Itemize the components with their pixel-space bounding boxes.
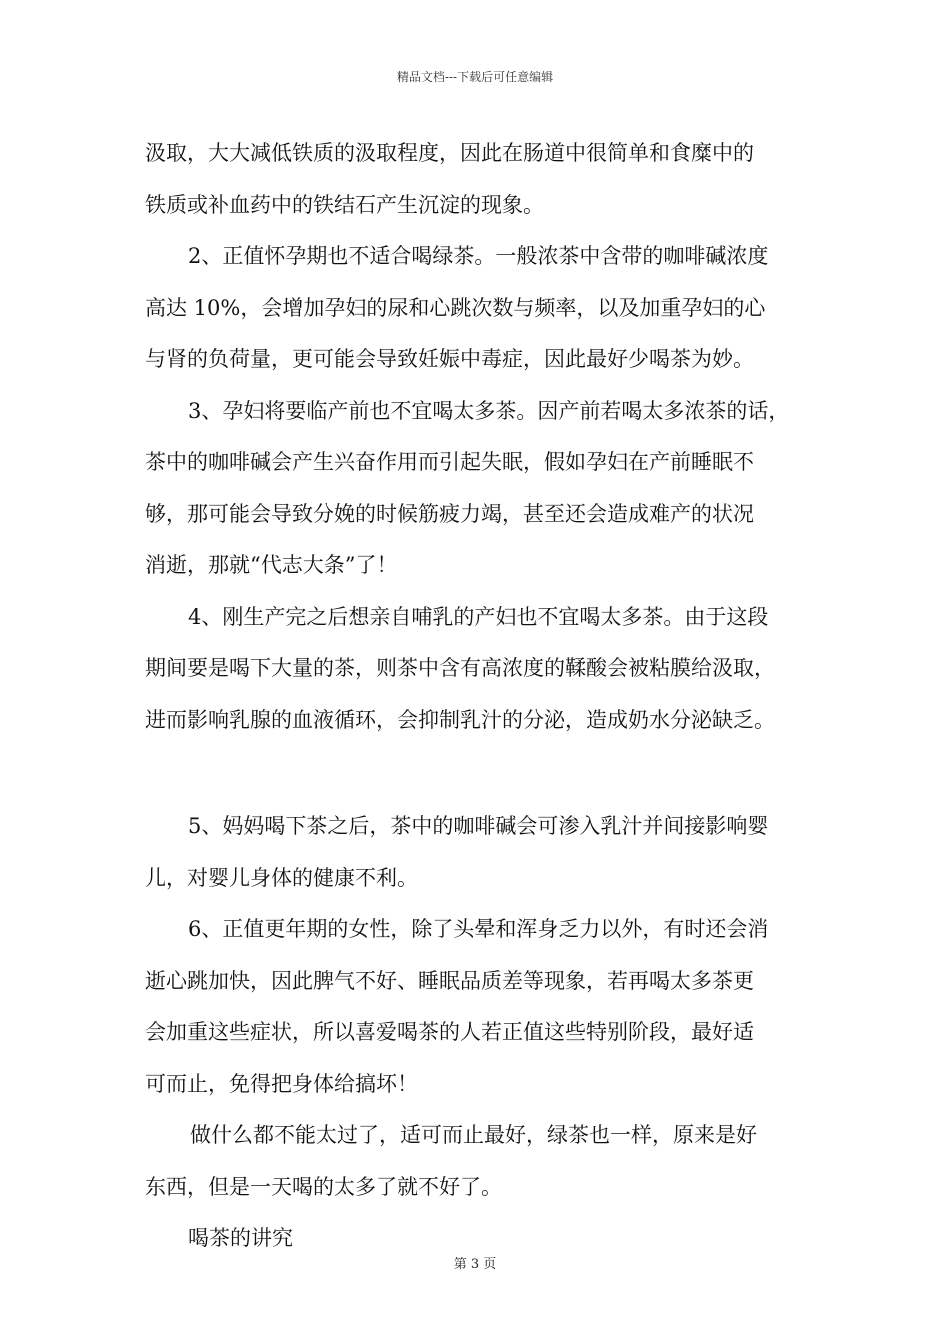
text-line: 进而影响乳腺的血液循环，会抑制乳汁的分泌，造成奶水分泌缺乏。 (145, 707, 775, 732)
text-line: 汲取，大大减低铁质的汲取程度，因此在肠道中很简单和食糜中的 (145, 141, 754, 165)
text-line: 逝心跳加快，因此脾气不好、睡眠品质差等现象，若再喝太多茶更 (145, 968, 754, 993)
text-line: 可而止，免得把身体给搞坏！ (145, 1071, 418, 1096)
page-header: 精品文档---下载后可任意编辑 (396, 70, 554, 84)
paragraph-item-3 (145, 386, 825, 592)
text-line: 做什么都不能太过了，适可而止最好，绿茶也一样，原来是好 (190, 1123, 757, 1147)
paragraph-continuation (145, 128, 825, 231)
page-number: 第 3 页 (453, 1257, 497, 1272)
text-line: 3、孕妇将要临产前也不宜喝太多茶。因产前若喝太多浓茶的话， (188, 398, 790, 423)
text-line: 与肾的负荷量，更可能会导致妊娠中毒症，因此最好少喝茶为妙。 (145, 347, 754, 371)
text-line: 会加重这些症状，所以喜爱喝茶的人若正值这些特别阶段，最好适 (145, 1020, 754, 1044)
text-line: 铁质或补血药中的铁结石产生沉淀的现象。 (145, 192, 544, 217)
paragraph-conclusion (145, 1110, 825, 1213)
text-line: 高达 10%，会增加孕妇的尿和心跳次数与频率，以及加重孕妇的心 (145, 295, 766, 320)
text-line: 茶中的咖啡碱会产生兴奋作用而引起失眠，假如孕妇在产前睡眠不 (145, 450, 754, 474)
paragraph-item-4 (145, 592, 825, 747)
text-line: 期间要是喝下大量的茶，则茶中含有高浓度的鞣酸会被粘膜给汲取， (145, 656, 775, 680)
text-line: 6、正值更年期的女性，除了头晕和浑身乏力以外，有时还会消 (188, 917, 769, 941)
text-line: 够，那可能会导致分娩的时候筋疲力竭，甚至还会造成难产的状况 (145, 501, 754, 526)
paragraph-spacer (145, 746, 825, 801)
paragraph-item-5 (145, 801, 825, 904)
text-line: 消逝，那就“代志大条”了！ (145, 553, 398, 577)
paragraph-item-2 (145, 231, 825, 386)
text-line: 4、刚生产完之后想亲自哺乳的产妇也不宜喝太多茶。由于这段 (188, 604, 769, 629)
text-line: 5、妈妈喝下茶之后，茶中的咖啡碱会可渗入乳汁并间接影响婴 (188, 814, 769, 838)
text-line: 儿，对婴儿身体的健康不利。 (145, 865, 418, 890)
text-line: 2、正值怀孕期也不适合喝绿茶。一般浓茶中含带的咖啡碱浓度 (188, 244, 769, 268)
document-body (145, 128, 825, 1265)
paragraph-item-6 (145, 904, 825, 1110)
text-line: 东西，但是一天喝的太多了就不好了。 (145, 1174, 502, 1199)
section-title: 喝茶的讲究 (188, 1226, 293, 1250)
